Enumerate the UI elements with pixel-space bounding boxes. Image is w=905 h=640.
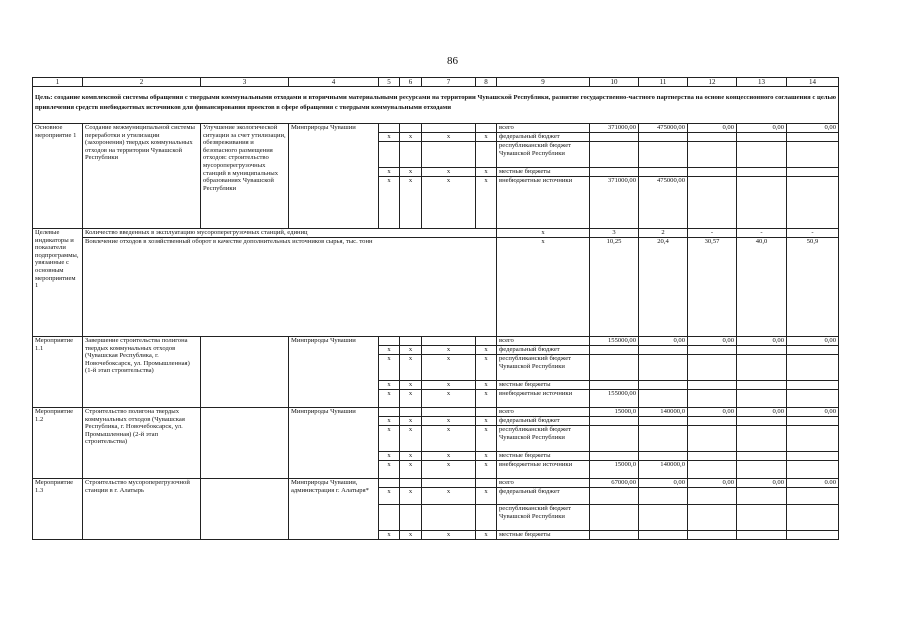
amount-cell bbox=[737, 417, 787, 426]
column-number: 3 bbox=[201, 78, 289, 87]
amount-cell bbox=[639, 531, 688, 540]
budget-code bbox=[379, 505, 400, 531]
budget-code: x bbox=[476, 488, 497, 505]
table-row bbox=[33, 229, 839, 238]
budget-code: x bbox=[476, 426, 497, 452]
event-result bbox=[201, 337, 289, 408]
budget-code: x bbox=[400, 177, 422, 229]
budget-code: x bbox=[422, 133, 476, 142]
amount-cell bbox=[787, 488, 839, 505]
budget-code: x bbox=[476, 531, 497, 540]
amount-cell bbox=[639, 426, 688, 452]
budget-code: x bbox=[476, 133, 497, 142]
indicator-value: 3 bbox=[590, 229, 639, 238]
column-number: 10 bbox=[590, 78, 639, 87]
amount-cell: 0,00 bbox=[737, 124, 787, 133]
budget-code: x bbox=[400, 461, 422, 479]
amount-cell bbox=[737, 452, 787, 461]
budget-code bbox=[400, 337, 422, 346]
budget-code bbox=[379, 408, 400, 417]
budget-code: x bbox=[379, 390, 400, 408]
budget-code: x bbox=[422, 168, 476, 177]
amount-cell bbox=[737, 488, 787, 505]
program-table bbox=[32, 77, 839, 540]
budget-code: x bbox=[422, 531, 476, 540]
budget-code: x bbox=[379, 133, 400, 142]
column-number: 13 bbox=[737, 78, 787, 87]
budget-code bbox=[422, 505, 476, 531]
amount-cell bbox=[688, 168, 737, 177]
event-description: Строительство мусороперегрузочной станции в г. Алатырь bbox=[83, 479, 201, 540]
budget-code: x bbox=[400, 346, 422, 355]
funding-source: местные бюджеты bbox=[497, 452, 590, 461]
funding-source: республиканский бюджет Чувашской Республики bbox=[497, 142, 590, 168]
budget-code bbox=[476, 408, 497, 417]
amount-cell: 0,00 bbox=[688, 479, 737, 488]
funding-source: федеральный бюджет bbox=[497, 417, 590, 426]
amount-cell bbox=[737, 168, 787, 177]
table-row bbox=[33, 337, 839, 346]
budget-code: x bbox=[379, 381, 400, 390]
amount-cell bbox=[688, 390, 737, 408]
amount-cell bbox=[688, 417, 737, 426]
event-name: Мероприятие 1.3 bbox=[33, 479, 83, 540]
budget-code: x bbox=[422, 417, 476, 426]
indicator-value: 20,4 bbox=[639, 238, 688, 337]
amount-cell: 15000,0 bbox=[590, 461, 639, 479]
amount-cell bbox=[737, 531, 787, 540]
budget-code: x bbox=[400, 531, 422, 540]
indicator-value: 30,57 bbox=[688, 238, 737, 337]
amount-cell bbox=[787, 355, 839, 381]
column-number: 8 bbox=[476, 78, 497, 87]
budget-code: x bbox=[476, 355, 497, 381]
indicator-value: - bbox=[688, 229, 737, 238]
amount-cell bbox=[639, 355, 688, 381]
amount-cell bbox=[688, 505, 737, 531]
table-row bbox=[33, 238, 839, 337]
budget-code bbox=[476, 337, 497, 346]
amount-cell bbox=[590, 133, 639, 142]
funding-source: местные бюджеты bbox=[497, 381, 590, 390]
amount-cell bbox=[688, 381, 737, 390]
event-name: Мероприятие 1.2 bbox=[33, 408, 83, 479]
responsible-executor: Минприроды Чувашии bbox=[289, 124, 379, 229]
table-row bbox=[33, 78, 839, 87]
event-result bbox=[201, 408, 289, 479]
indicator-x: x bbox=[497, 229, 590, 238]
funding-source: всего bbox=[497, 479, 590, 488]
amount-cell: 0,00 bbox=[787, 408, 839, 417]
funding-source: республиканский бюджет Чувашской Республики bbox=[497, 505, 590, 531]
budget-code: x bbox=[379, 177, 400, 229]
budget-code: x bbox=[379, 346, 400, 355]
event-result bbox=[201, 479, 289, 540]
funding-source: федеральный бюджет bbox=[497, 133, 590, 142]
column-number: 7 bbox=[422, 78, 476, 87]
budget-code: x bbox=[476, 381, 497, 390]
amount-cell bbox=[787, 417, 839, 426]
amount-cell bbox=[787, 390, 839, 408]
funding-source: местные бюджеты bbox=[497, 531, 590, 540]
amount-cell bbox=[737, 346, 787, 355]
budget-code: x bbox=[476, 168, 497, 177]
budget-code: x bbox=[422, 452, 476, 461]
funding-source: местные бюджеты bbox=[497, 168, 590, 177]
amount-cell: 0,00 bbox=[688, 408, 737, 417]
amount-cell bbox=[688, 346, 737, 355]
budget-code bbox=[476, 505, 497, 531]
amount-cell bbox=[688, 177, 737, 229]
table-row bbox=[33, 408, 839, 417]
indicator-value: 10,25 bbox=[590, 238, 639, 337]
event-description: Строительство полигона твердых коммунальных отходов (Чувашская Республика, г. Новочебоксарск, ул. Промышленная) (2-й этап строительства) bbox=[83, 408, 201, 479]
budget-code: x bbox=[422, 381, 476, 390]
column-number: 14 bbox=[787, 78, 839, 87]
amount-cell bbox=[737, 133, 787, 142]
budget-code: x bbox=[422, 461, 476, 479]
column-number: 4 bbox=[289, 78, 379, 87]
budget-code bbox=[379, 142, 400, 168]
amount-cell bbox=[688, 488, 737, 505]
amount-cell bbox=[787, 426, 839, 452]
amount-cell bbox=[639, 133, 688, 142]
amount-cell bbox=[737, 142, 787, 168]
budget-code bbox=[379, 124, 400, 133]
table-row bbox=[33, 479, 839, 488]
amount-cell bbox=[590, 355, 639, 381]
budget-code: x bbox=[400, 381, 422, 390]
funding-source: всего bbox=[497, 337, 590, 346]
event-name: Основное мероприятие 1 bbox=[33, 124, 83, 229]
amount-cell bbox=[688, 142, 737, 168]
amount-cell bbox=[737, 426, 787, 452]
budget-code: x bbox=[379, 355, 400, 381]
budget-code: x bbox=[422, 177, 476, 229]
amount-cell bbox=[590, 168, 639, 177]
amount-cell bbox=[787, 505, 839, 531]
amount-cell bbox=[639, 390, 688, 408]
budget-code: x bbox=[476, 461, 497, 479]
amount-cell bbox=[737, 505, 787, 531]
column-number: 5 bbox=[379, 78, 400, 87]
amount-cell: 0,00 bbox=[787, 124, 839, 133]
indicator-value: 40,0 bbox=[737, 238, 787, 337]
amount-cell: 140000,0 bbox=[639, 461, 688, 479]
budget-code: x bbox=[379, 488, 400, 505]
budget-code bbox=[400, 479, 422, 488]
funding-source: республиканский бюджет Чувашской Республики bbox=[497, 355, 590, 381]
amount-cell bbox=[787, 168, 839, 177]
amount-cell: 0,00 bbox=[737, 479, 787, 488]
amount-cell bbox=[787, 346, 839, 355]
amount-cell bbox=[590, 346, 639, 355]
amount-cell bbox=[639, 346, 688, 355]
indicator-x: x bbox=[497, 238, 590, 337]
budget-code: x bbox=[476, 346, 497, 355]
amount-cell bbox=[639, 142, 688, 168]
amount-cell bbox=[639, 168, 688, 177]
budget-code: x bbox=[476, 177, 497, 229]
amount-cell bbox=[787, 177, 839, 229]
amount-cell bbox=[590, 142, 639, 168]
goal-text: Цель: создание комплексной системы обращения с твердыми коммунальными отходами и вторичными материальными ресурсами на территории Чувашской Республики, развитие государственно-частного партнерства на основе концессионного соглашения с целью привлечения средств внебюджетных источников для финансирования проектов в сфере обращения с твердыми коммунальными отходами bbox=[33, 87, 839, 124]
budget-code: x bbox=[422, 488, 476, 505]
budget-code bbox=[476, 124, 497, 133]
amount-cell: 155000,00 bbox=[590, 390, 639, 408]
indicator-value: - bbox=[787, 229, 839, 238]
amount-cell bbox=[590, 381, 639, 390]
indicator-value: 2 bbox=[639, 229, 688, 238]
responsible-executor: Минприроды Чувашии bbox=[289, 337, 379, 408]
amount-cell bbox=[787, 461, 839, 479]
budget-code bbox=[400, 142, 422, 168]
budget-code: x bbox=[476, 452, 497, 461]
amount-cell bbox=[688, 355, 737, 381]
amount-cell: 140000,0 bbox=[639, 408, 688, 417]
budget-code bbox=[422, 479, 476, 488]
event-description: Создание межмуниципальной системы переработки и утилизации (захоронения) твердых коммунальных отходов на территории Чувашской Республики bbox=[83, 124, 201, 229]
amount-cell bbox=[737, 381, 787, 390]
amount-cell bbox=[590, 417, 639, 426]
budget-code: x bbox=[400, 417, 422, 426]
column-number: 12 bbox=[688, 78, 737, 87]
funding-source: федеральный бюджет bbox=[497, 346, 590, 355]
amount-cell bbox=[787, 133, 839, 142]
column-number: 6 bbox=[400, 78, 422, 87]
amount-cell bbox=[688, 426, 737, 452]
budget-code bbox=[400, 505, 422, 531]
column-number: 1 bbox=[33, 78, 83, 87]
table-body bbox=[33, 78, 839, 540]
budget-code: x bbox=[422, 346, 476, 355]
amount-cell: 15000,0 bbox=[590, 408, 639, 417]
budget-code: x bbox=[422, 355, 476, 381]
budget-code: x bbox=[400, 452, 422, 461]
budget-code bbox=[379, 479, 400, 488]
amount-cell bbox=[639, 505, 688, 531]
indicator-value: 50,9 bbox=[787, 238, 839, 337]
amount-cell: 0,00 bbox=[737, 337, 787, 346]
amount-cell bbox=[639, 417, 688, 426]
funding-source: внебюджетные источники bbox=[497, 461, 590, 479]
budget-code bbox=[422, 124, 476, 133]
amount-cell: 0,00 bbox=[688, 124, 737, 133]
budget-code: x bbox=[476, 417, 497, 426]
column-number: 9 bbox=[497, 78, 590, 87]
indicator-text: Вовлечение отходов в хозяйственный оборот в качестве дополнительных источников сырья, тыс. тонн bbox=[83, 238, 497, 337]
amount-cell: 371000,00 bbox=[590, 177, 639, 229]
budget-code bbox=[400, 408, 422, 417]
amount-cell: 0,00 bbox=[639, 337, 688, 346]
table-row bbox=[33, 124, 839, 133]
budget-code: x bbox=[379, 426, 400, 452]
amount-cell bbox=[590, 505, 639, 531]
budget-code: x bbox=[476, 390, 497, 408]
amount-cell bbox=[590, 426, 639, 452]
budget-code bbox=[422, 337, 476, 346]
event-result: Улучшение экологической ситуации за счет утилизации, обезвреживания и безопасного размещения отходов: строительство мусороперегрузочных станций в муниципальных образованиях Чувашской Республики bbox=[201, 124, 289, 229]
responsible-executor: Минприроды Чувашии bbox=[289, 408, 379, 479]
budget-code bbox=[476, 479, 497, 488]
budget-code: x bbox=[400, 488, 422, 505]
budget-code: x bbox=[400, 426, 422, 452]
budget-code bbox=[379, 337, 400, 346]
amount-cell: 155000,00 bbox=[590, 337, 639, 346]
funding-source: республиканский бюджет Чувашской Республики bbox=[497, 426, 590, 452]
budget-code: x bbox=[379, 168, 400, 177]
amount-cell bbox=[639, 488, 688, 505]
funding-source: всего bbox=[497, 408, 590, 417]
event-description: Завершение строительства полигона твердых коммунальных отходов (Чувашская Республика, г. Новочебоксарск, ул. Промышленная) (1-й этап строительства) bbox=[83, 337, 201, 408]
amount-cell bbox=[639, 452, 688, 461]
funding-source: внебюджетные источники bbox=[497, 390, 590, 408]
amount-cell bbox=[639, 381, 688, 390]
table-row bbox=[33, 87, 839, 124]
amount-cell bbox=[590, 488, 639, 505]
event-name: Мероприятие 1.1 bbox=[33, 337, 83, 408]
budget-code: x bbox=[379, 417, 400, 426]
funding-source: всего bbox=[497, 124, 590, 133]
budget-code bbox=[476, 142, 497, 168]
amount-cell bbox=[590, 531, 639, 540]
page-number: 86 bbox=[447, 55, 458, 67]
amount-cell: 475000,00 bbox=[639, 177, 688, 229]
amount-cell bbox=[787, 142, 839, 168]
amount-cell: 475000,00 bbox=[639, 124, 688, 133]
budget-code bbox=[422, 142, 476, 168]
amount-cell bbox=[688, 531, 737, 540]
budget-code bbox=[422, 408, 476, 417]
budget-code: x bbox=[422, 390, 476, 408]
column-number: 2 bbox=[83, 78, 201, 87]
budget-code: x bbox=[400, 390, 422, 408]
amount-cell bbox=[787, 381, 839, 390]
amount-cell bbox=[787, 452, 839, 461]
target-indicators-label: Целевые индикаторы и показатели подпрограммы, увязанные с основным мероприятием 1 bbox=[33, 229, 83, 337]
amount-cell bbox=[688, 461, 737, 479]
budget-code: x bbox=[422, 426, 476, 452]
amount-cell: 67000,00 bbox=[590, 479, 639, 488]
budget-code: x bbox=[400, 133, 422, 142]
amount-cell: 0.00 bbox=[787, 479, 839, 488]
indicator-value: - bbox=[737, 229, 787, 238]
amount-cell: 0,00 bbox=[787, 337, 839, 346]
column-number: 11 bbox=[639, 78, 688, 87]
responsible-executor: Минприроды Чувашии, администрация г. Алатыря* bbox=[289, 479, 379, 540]
amount-cell bbox=[737, 461, 787, 479]
amount-cell: 0,00 bbox=[688, 337, 737, 346]
budget-code: x bbox=[400, 355, 422, 381]
budget-code bbox=[400, 124, 422, 133]
amount-cell bbox=[688, 133, 737, 142]
amount-cell: 0,00 bbox=[737, 408, 787, 417]
amount-cell bbox=[737, 177, 787, 229]
amount-cell bbox=[688, 452, 737, 461]
budget-code: x bbox=[379, 531, 400, 540]
amount-cell bbox=[737, 390, 787, 408]
amount-cell bbox=[737, 355, 787, 381]
budget-code: x bbox=[379, 452, 400, 461]
amount-cell: 371000,00 bbox=[590, 124, 639, 133]
amount-cell bbox=[787, 531, 839, 540]
funding-source: федеральный бюджет bbox=[497, 488, 590, 505]
budget-code: x bbox=[400, 168, 422, 177]
amount-cell bbox=[590, 452, 639, 461]
amount-cell: 0,00 bbox=[639, 479, 688, 488]
indicator-text: Количество введенных в эксплуатацию мусороперегрузочных станций, единиц bbox=[83, 229, 497, 238]
budget-code: x bbox=[379, 461, 400, 479]
funding-source: внебюджетные источники bbox=[497, 177, 590, 229]
